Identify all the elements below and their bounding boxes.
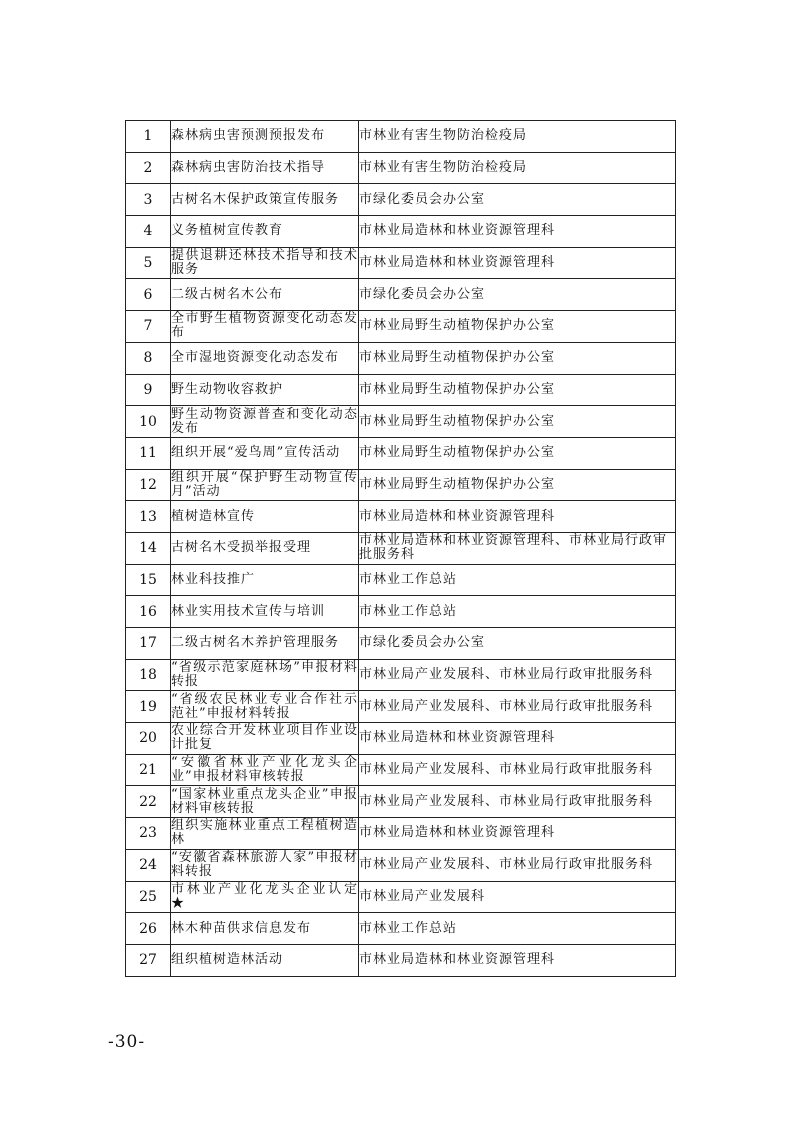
item-name: “安徽省林业产业化龙头企业”申报材料审核转报: [171, 755, 358, 785]
row-number: 22: [126, 786, 171, 818]
item-name: 林业科技推广: [171, 564, 359, 596]
responsible-department: 市林业局野生动植物保护办公室: [359, 469, 676, 501]
responsible-department: 市林业局造林和林业资源管理科: [359, 501, 676, 533]
row-number: 1: [126, 121, 171, 153]
item-name: “省级农民林业专业合作社示范社”申报材料转报: [171, 691, 358, 721]
responsible-department: 市林业局造林和林业资源管理科: [359, 818, 676, 850]
row-number: 27: [126, 944, 171, 976]
item-name: 野生动物收容救护: [171, 374, 359, 406]
row-number: 4: [126, 216, 171, 248]
responsible-department: 市林业工作总站: [359, 564, 676, 596]
row-number: 15: [126, 564, 171, 596]
responsible-department: 市林业局野生动植物保护办公室: [359, 311, 676, 343]
table-row: [126, 723, 676, 755]
item-name: 二级古树名木养护管理服务: [171, 628, 359, 660]
item-name: 组织开展“爱鸟周”宣传活动: [171, 437, 359, 469]
responsible-department: 市林业局造林和林业资源管理科: [359, 216, 676, 248]
item-name: 植树造林宣传: [171, 501, 359, 533]
item-name: 森林病虫害防治技术指导: [171, 152, 359, 184]
responsible-department: 市绿化委员会办公室: [359, 184, 676, 216]
table-row: [126, 121, 676, 153]
table-row: [126, 881, 676, 913]
item-name: 组织开展“保护野生动物宣传月”活动: [171, 469, 358, 499]
row-number: 14: [126, 532, 171, 564]
item-name: 林业实用技术宣传与培训: [171, 596, 359, 628]
responsible-department: 市林业有害生物防治检疫局: [359, 152, 676, 184]
item-name: 组织实施林业重点工程植树造林: [171, 818, 358, 848]
responsible-department: 市林业局造林和林业资源管理科: [359, 944, 676, 976]
table-row: [126, 437, 676, 469]
table-row: [126, 944, 676, 976]
responsible-department: 市林业局产业发展科: [359, 881, 676, 913]
table-row: [126, 152, 676, 184]
responsible-department: 市林业局产业发展科、市林业局行政审批服务科: [359, 786, 676, 818]
item-name: 林木种苗供求信息发布: [171, 913, 359, 945]
responsible-department: 市林业局产业发展科、市林业局行政审批服务科: [359, 659, 676, 691]
row-number: 8: [126, 342, 171, 374]
item-name: 组织植树造林活动: [171, 944, 359, 976]
table-row: [126, 532, 676, 564]
responsible-department: 市林业局造林和林业资源管理科: [359, 723, 676, 755]
responsible-department: 市林业局造林和林业资源管理科、市林业局行政审批服务科: [359, 532, 676, 564]
item-name: 森林病虫害预测预报发布: [171, 121, 359, 153]
table-body: [126, 121, 676, 977]
table-row: [126, 564, 676, 596]
item-name: “国家林业重点龙头企业”申报材料审核转报: [171, 786, 358, 816]
table-row: [126, 818, 676, 850]
item-name: 二级古树名木公布: [171, 279, 359, 311]
responsible-department: 市林业局野生动植物保护办公室: [359, 342, 676, 374]
item-name: 古树名木保护政策宣传服务: [171, 184, 359, 216]
table-row: [126, 659, 676, 691]
table-row: [126, 406, 676, 438]
table-row: [126, 247, 676, 279]
row-number: 20: [126, 723, 171, 755]
table-row: [126, 216, 676, 248]
service-items-table: [125, 120, 676, 977]
item-name: 野生动物资源普查和变化动态发布: [171, 406, 358, 436]
responsible-department: 市林业局野生动植物保护办公室: [359, 437, 676, 469]
row-number: 16: [126, 596, 171, 628]
row-number: 3: [126, 184, 171, 216]
responsible-department: 市林业局产业发展科、市林业局行政审批服务科: [359, 691, 676, 723]
item-name: 全市湿地资源变化动态发布: [171, 342, 359, 374]
row-number: 23: [126, 818, 171, 850]
item-name: “安徽省森林旅游人家”申报材料转报: [171, 850, 358, 880]
row-number: 10: [126, 406, 171, 438]
table-row: [126, 754, 676, 786]
table-row: [126, 691, 676, 723]
responsible-department: 市林业有害生物防治检疫局: [359, 121, 676, 153]
row-number: 13: [126, 501, 171, 533]
item-name: 农业综合开发林业项目作业设计批复: [171, 723, 358, 753]
row-number: 5: [126, 247, 171, 279]
table-row: [126, 279, 676, 311]
table-row: [126, 849, 676, 881]
item-name: 全市野生植物资源变化动态发布: [171, 311, 358, 341]
table-row: [126, 913, 676, 945]
table-row: [126, 184, 676, 216]
row-number: 6: [126, 279, 171, 311]
item-name: 古树名木受损举报受理: [171, 532, 359, 564]
responsible-department: 市林业工作总站: [359, 596, 676, 628]
responsible-department: 市绿化委员会办公室: [359, 279, 676, 311]
row-number: 21: [126, 754, 171, 786]
responsible-department: 市林业局野生动植物保护办公室: [359, 374, 676, 406]
row-number: 17: [126, 628, 171, 660]
page-number: -30-: [108, 1032, 146, 1052]
responsible-department: 市林业局产业发展科、市林业局行政审批服务科: [359, 754, 676, 786]
responsible-department: 市林业局造林和林业资源管理科: [359, 247, 676, 279]
row-number: 24: [126, 849, 171, 881]
row-number: 2: [126, 152, 171, 184]
item-name: “省级示范家庭林场”申报材料转报: [171, 660, 358, 690]
row-number: 11: [126, 437, 171, 469]
item-name: 提供退耕还林技术指导和技术服务: [171, 248, 358, 278]
row-number: 12: [126, 469, 171, 501]
table-row: [126, 342, 676, 374]
table-row: [126, 469, 676, 501]
row-number: 25: [126, 881, 171, 913]
row-number: 18: [126, 659, 171, 691]
responsible-department: 市林业局野生动植物保护办公室: [359, 406, 676, 438]
responsible-department: 市绿化委员会办公室: [359, 628, 676, 660]
table-row: [126, 628, 676, 660]
table-row: [126, 374, 676, 406]
row-number: 26: [126, 913, 171, 945]
row-number: 19: [126, 691, 171, 723]
item-name: 市林业产业化龙头企业认定 ★: [171, 881, 358, 911]
row-number: 9: [126, 374, 171, 406]
row-number: 7: [126, 311, 171, 343]
table-row: [126, 786, 676, 818]
table-row: [126, 311, 676, 343]
responsible-department: 市林业工作总站: [359, 913, 676, 945]
table-row: [126, 501, 676, 533]
item-name: 义务植树宣传教育: [171, 216, 359, 248]
table-row: [126, 596, 676, 628]
responsible-department: 市林业局产业发展科、市林业局行政审批服务科: [359, 849, 676, 881]
